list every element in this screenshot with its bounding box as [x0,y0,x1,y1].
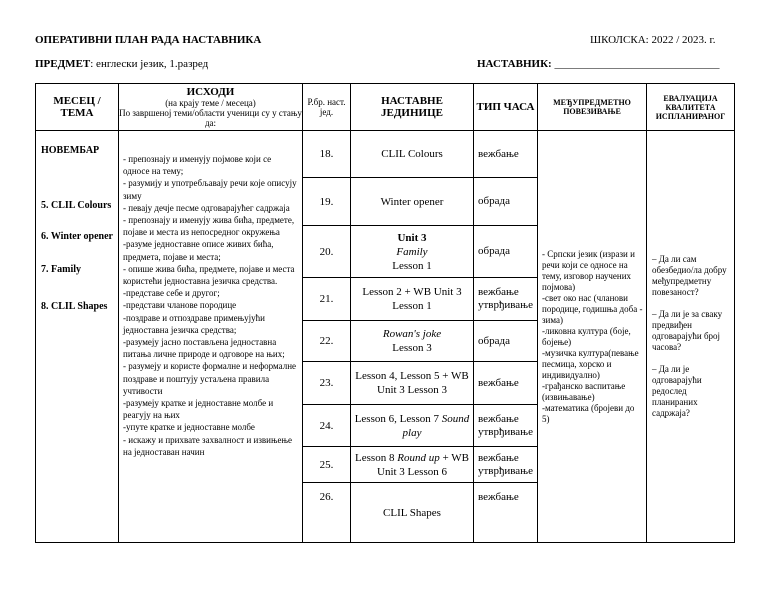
eval-item: – Да ли сам обезбедио/ла добру међупредметну повезаност? [652,254,727,297]
unit-text: Winter opener [380,195,444,208]
outcome-item: - препознају и именују жива бића, предмете, појаве и места из непосредног окружења [123,215,295,238]
unit-cell [351,362,474,405]
outcome-item: -представе себе и другог; [123,288,220,299]
eval-item: – Да ли je одговарајући редослед планираних садржаја? [652,364,702,418]
unit-lesson: Lesson 3 [392,342,432,354]
unit-title: Unit 3 [397,231,427,244]
subject-line [35,58,208,70]
outcome-item: -разуме једноставне описе живих бића, предмета, појаве и места; [123,239,274,262]
row-number: 23. [303,362,351,405]
unit-cell [351,447,474,483]
col-units: НАСТАВНЕ ЈЕДИНИЦЕ [351,84,474,131]
type-cell: обрада [474,178,538,226]
document-title: ОПЕРАТИВНИ ПЛАН РАДА НАСТАВНИКА [35,34,262,46]
type-cell: вежбање утврђивање [474,405,538,447]
unit-text: Lesson 4, Lesson 5 + WB Unit 3 Lesson 3 [355,370,469,396]
teacher-value: ______________________________ [551,58,720,70]
outcome-item: -разумеју кратке и једноставне молбе и реагују на њих [123,398,274,421]
col-type: ТИП ЧАСА [474,84,538,131]
unit-cell [351,278,474,321]
school-year: ШКОЛСКА: 2022 / 2023. г. [590,34,716,46]
outcomes-title: ИСХОДИ [186,86,235,98]
type-cell: вежбање [474,483,538,543]
unit-text: CLIL Shapes [383,506,441,519]
inter-item: - Српски језик (изрази и речи који се односе на тему, изговор научених појмова) [542,248,635,292]
unit-subtitle: Rowan's joke [382,328,442,340]
unit-subtitle: Family [396,245,428,258]
outcomes-sub2: По завршеној теми/области ученици су у стању да: [119,108,302,128]
inter-item: -свет око нас (чланови породице, годишња доба - зима) [542,292,643,325]
type-cell: вежбање утврђивање [474,278,538,321]
outcome-item: - разумеју и користе формалне и неформалне поздраве и поштују устаљена правила учтивости [123,361,297,396]
interdisciplinary-cell [538,131,647,543]
type-cell: обрада [474,226,538,278]
row-number: 22. [303,321,351,362]
col-inter: МЕЂУПРЕДМЕТНО ПОВЕЗИВАЊЕ [538,84,647,131]
unit-cell [351,131,474,178]
evaluation-cell [647,131,735,543]
plan-table [35,83,735,543]
outcome-item: -упуте кратке и једноставне молбе [123,422,255,433]
unit-italic: Sound play [402,412,470,439]
unit-lesson: Lesson 1 [392,259,432,272]
unit-cell [351,483,474,543]
unit-cell [351,178,474,226]
table-row [36,131,735,178]
outcomes-cell [119,131,303,543]
topic-6: 6. Winter opener [41,231,113,242]
eval-item: – Да ли је за сваку предвиђен одговарајући број часова? [652,309,723,352]
header-row [36,84,735,131]
month-name: НОВЕМБАР [41,145,100,156]
outcome-item: -поздраве и отпоздраве примењујући једноставна језичка средства; [123,312,265,335]
row-number: 18. [303,131,351,178]
row-number: 21. [303,278,351,321]
col-outcomes [119,84,303,131]
outcome-item: - препознају и именују појмове који се односе на тему; [123,154,272,177]
topic-7: 7. Family [41,264,81,275]
unit-cell [351,321,474,362]
unit-text-tail: + WB Unit 3 Lesson 6 [377,451,469,478]
inter-item: -математика (бројеви до 5) [542,402,635,424]
teacher-line [477,58,719,70]
row-number: 24. [303,405,351,447]
unit-cell [351,405,474,447]
unit-text: Lesson 2 + WB Unit 3 Lesson 1 [362,286,462,312]
outcome-item: -представи чланове породице [123,300,237,311]
outcome-item: - искажу и прихвате захвалност и извињење на једноставан начин [123,434,293,457]
row-number: 20. [303,226,351,278]
topic-5: 5. CLIL Colours [41,200,112,211]
teacher-label: НАСТАВНИК: [477,58,552,70]
type-cell: обрада [474,321,538,362]
unit-text: CLIL Colours [381,148,443,160]
unit-cell [351,226,474,278]
type-cell: вежбање [474,131,538,178]
col-eval: ЕВАЛУАЦИЈА КВАЛИТЕТА ИСПЛАНИРАНОГ [647,84,735,131]
unit-italic: Round up [397,451,440,464]
unit-text: Lesson 6, Lesson 7 [354,412,442,425]
type-cell: вежбање утврђивање [474,447,538,483]
type-cell: вежбање [474,362,538,405]
outcome-item: -разумеју јасно постављена једноставна питања личне природе и одговоре на њих; [123,337,285,360]
subject-label: ПРЕДМЕТ [35,58,91,70]
outcome-item: - разумију и употребљавају речи које описују зиму [123,178,297,201]
subject-value: : енглески језик, 1.разред [90,58,209,70]
row-number: 19. [303,178,351,226]
inter-item: -ликовна култура (боје, бојење) [542,325,631,347]
col-number: Р.бр. наст. јед. [303,84,351,131]
inter-item: -музичка култура(певање песмица, хорско и индивидуално) [542,347,639,380]
col-month: МЕСЕЦ / ТЕМА [36,84,119,131]
row-number: 25. [303,447,351,483]
unit-text: Lesson 8 [355,451,398,464]
topic-8: 8. CLIL Shapes [41,301,108,312]
outcome-item: - певају дечје песме одговарајућег садржаја [123,202,290,213]
row-number: 26. [303,483,351,543]
month-cell [36,131,119,543]
outcomes-sub1: (на крају теме / месеца) [165,98,256,108]
outcome-item: - опише жива бића, предмете, појаве и места користећи једноставна језичка средства. [123,263,295,287]
inter-item: -грађанско васпитање (извињавање) [542,380,626,402]
